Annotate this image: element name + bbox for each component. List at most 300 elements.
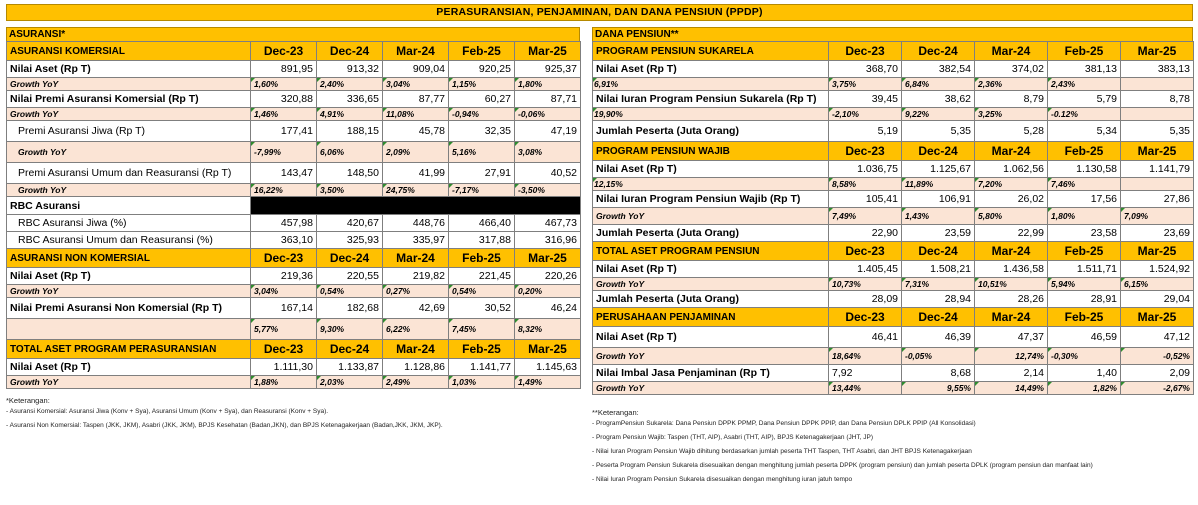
table-cell: 46,24 <box>515 298 581 319</box>
period-header: Mar-25 <box>1121 242 1194 261</box>
table-row <box>7 232 581 249</box>
period-header: Mar-25 <box>515 340 581 359</box>
table-cell: 1,46% <box>251 108 317 121</box>
table-cell: 316,96 <box>515 232 581 249</box>
table-row <box>593 327 1194 348</box>
table-cell: -3,50% <box>515 184 581 197</box>
table-cell: 45,78 <box>383 121 449 142</box>
period-header: Dec-24 <box>317 42 383 61</box>
note-item: - Asuransi Non Komersial: Taspen (JKK, JKM), Asabri (JKK, JKM), BPJS Kesehatan (Badan,JKN), dan BPJS Ketenagakerjaan (Badan,JKK, JKM, JKP). <box>6 422 443 429</box>
table-cell <box>1121 178 1194 191</box>
table-cell: 1.128,86 <box>383 359 449 376</box>
wajib-header: PROGRAM PENSIUN WAJIB <box>593 142 829 161</box>
table-cell: 3,04% <box>383 78 449 91</box>
table-cell: 3,08% <box>515 142 581 163</box>
period-header: Dec-24 <box>902 142 975 161</box>
table-cell: 1,80% <box>1048 208 1121 225</box>
table-cell: 60,27 <box>449 91 515 108</box>
table-cell: 7,31% <box>902 278 975 291</box>
dana-pensiun-notes <box>592 409 1193 490</box>
table-cell: 320,88 <box>251 91 317 108</box>
table-cell: 1.130,58 <box>1048 161 1121 178</box>
table-cell: -7,17% <box>449 184 515 197</box>
table-row <box>7 121 581 142</box>
table-cell: 381,13 <box>1048 61 1121 78</box>
total-pensiun-header: TOTAL ASET PROGRAM PENSIUN <box>593 242 829 261</box>
row-label: Nilai Imbal Jasa Penjaminan (Rp T) <box>593 365 829 382</box>
period-header: Mar-24 <box>383 340 449 359</box>
table-cell: 5,35 <box>1121 121 1194 142</box>
table-cell: 420,67 <box>317 215 383 232</box>
dana-pensiun-section-title: DANA PENSIUN** <box>592 27 1193 41</box>
table-cell: 22,99 <box>975 225 1048 242</box>
row-label: Growth YoY <box>7 184 251 197</box>
period-header: Dec-23 <box>829 142 902 161</box>
table-cell: 3,25% <box>975 108 1048 121</box>
table-cell: 5,80% <box>975 208 1048 225</box>
row-label: Growth YoY <box>593 382 829 395</box>
table-cell: 41,99 <box>383 163 449 184</box>
table-cell: 12,74% <box>975 348 1048 365</box>
row-label: Premi Asuransi Umum dan Reasuransi (Rp T) <box>7 163 251 184</box>
table-cell: 32,35 <box>449 121 515 142</box>
table-cell: -0,30% <box>1048 348 1121 365</box>
table-cell <box>1121 108 1194 121</box>
table-cell: 11,89% <box>902 178 975 191</box>
table-cell: 1.133,87 <box>317 359 383 376</box>
table-cell: 5,35 <box>902 121 975 142</box>
table-cell: 13,44% <box>829 382 902 395</box>
table-row <box>593 291 1194 308</box>
note-item: - Peserta Program Pensiun Sukarela disesuaikan dengan menghitung jumlah peserta DPPK (program pensiun) dan jumlah peserta DPLK (program pensiun dan manfaat lain) <box>592 462 1093 469</box>
table-row <box>593 191 1194 208</box>
growth-row <box>7 108 581 121</box>
table-cell: 1,80% <box>515 78 581 91</box>
table-cell: 2,40% <box>317 78 383 91</box>
table-cell: -7,99% <box>251 142 317 163</box>
table-cell: 8,68 <box>902 365 975 382</box>
row-label: Nilai Premi Asuransi Non Komersial (Rp T) <box>7 298 251 319</box>
table-cell: 12,15% <box>593 178 829 191</box>
table-cell: 2,14 <box>975 365 1048 382</box>
table-cell: 1,03% <box>449 376 515 389</box>
period-header: Mar-24 <box>383 249 449 268</box>
table-cell: 17,56 <box>1048 191 1121 208</box>
table-cell: 5,19 <box>829 121 902 142</box>
table-cell: 10,51% <box>975 278 1048 291</box>
row-label: Nilai Aset (Rp T) <box>7 268 251 285</box>
table-cell: -0,94% <box>449 108 515 121</box>
period-header: Feb-25 <box>1048 242 1121 261</box>
table-cell: 0,27% <box>383 285 449 298</box>
table-cell: 317,88 <box>449 232 515 249</box>
table-cell: 1.125,67 <box>902 161 975 178</box>
table-header-row <box>7 42 581 61</box>
growth-row <box>7 285 581 298</box>
table-cell: 87,77 <box>383 91 449 108</box>
table-cell: 457,98 <box>251 215 317 232</box>
table-cell: 335,97 <box>383 232 449 249</box>
period-header: Dec-24 <box>902 308 975 327</box>
table-cell: 14,49% <box>975 382 1048 395</box>
table-row <box>593 121 1194 142</box>
table-cell: 2,43% <box>1048 78 1121 91</box>
table-cell: -0,06% <box>515 108 581 121</box>
table-row <box>7 359 581 376</box>
table-cell: 9,30% <box>317 319 383 340</box>
table-cell: 22,90 <box>829 225 902 242</box>
row-label: Nilai Premi Asuransi Komersial (Rp T) <box>7 91 251 108</box>
table-cell: 177,41 <box>251 121 317 142</box>
total-perasuransian-header: TOTAL ASET PROGRAM PERASURANSIAN <box>7 340 251 359</box>
table-cell: 42,69 <box>383 298 449 319</box>
table-cell: 24,75% <box>383 184 449 197</box>
row-label: RBC Asuransi Umum dan Reasuransi (%) <box>7 232 251 249</box>
table-cell: 3,75% <box>829 78 902 91</box>
table-header-row <box>593 42 1194 61</box>
table-cell: 8,32% <box>515 319 581 340</box>
period-header: Mar-25 <box>1121 42 1194 61</box>
table-cell: 448,76 <box>383 215 449 232</box>
row-label: Growth YoY <box>593 278 829 291</box>
table-cell: 891,95 <box>251 61 317 78</box>
growth-row <box>593 78 1194 91</box>
table-cell: 143,47 <box>251 163 317 184</box>
table-cell: 28,09 <box>829 291 902 308</box>
table-row <box>593 61 1194 78</box>
table-cell: 11,08% <box>383 108 449 121</box>
table-cell: 8,78 <box>1121 91 1194 108</box>
table-cell: 363,10 <box>251 232 317 249</box>
rbc-header: RBC Asuransi <box>7 197 251 215</box>
table-cell: -2,67% <box>1121 382 1194 395</box>
table-cell: 7,09% <box>1121 208 1194 225</box>
asuransi-table <box>6 41 581 389</box>
table-cell: 1.145,63 <box>515 359 581 376</box>
table-cell: 27,86 <box>1121 191 1194 208</box>
table-cell: 467,73 <box>515 215 581 232</box>
table-cell: 6,22% <box>383 319 449 340</box>
table-cell: 2,49% <box>383 376 449 389</box>
table-cell: 1,60% <box>251 78 317 91</box>
page-title: PERASURANSIAN, PENJAMINAN, DAN DANA PENSIUN (PPDP) <box>6 4 1193 21</box>
table-cell: 382,54 <box>902 61 975 78</box>
row-label <box>7 319 251 340</box>
table-cell: 148,50 <box>317 163 383 184</box>
note-item: - Nilai Iuran Program Pensiun Wajib dihitung berdasarkan jumlah peserta THT Taspen, THT Asabri, dan JHT BPJS Ketenagakerjaan <box>592 448 972 455</box>
period-header: Mar-25 <box>515 42 581 61</box>
table-cell: 28,26 <box>975 291 1048 308</box>
table-cell: 23,69 <box>1121 225 1194 242</box>
table-cell: 1.141,77 <box>449 359 515 376</box>
table-cell: 220,26 <box>515 268 581 285</box>
growth-row <box>593 348 1194 365</box>
period-header: Dec-24 <box>317 340 383 359</box>
table-cell: 5,79 <box>1048 91 1121 108</box>
table-cell: 0,54% <box>449 285 515 298</box>
table-cell: 1.062,56 <box>975 161 1048 178</box>
table-header-row <box>593 242 1194 261</box>
row-label: Nilai Aset (Rp T) <box>7 359 251 376</box>
table-cell: -0.12% <box>1048 108 1121 121</box>
table-cell: 6,84% <box>902 78 975 91</box>
period-header: Mar-25 <box>515 249 581 268</box>
table-cell: 6,15% <box>1121 278 1194 291</box>
table-cell: 1.141,79 <box>1121 161 1194 178</box>
table-header-row <box>7 340 581 359</box>
period-header: Mar-25 <box>1121 142 1194 161</box>
period-header: Feb-25 <box>1048 308 1121 327</box>
sukarela-header: PROGRAM PENSIUN SUKARELA <box>593 42 829 61</box>
table-row <box>7 268 581 285</box>
table-cell: 221,45 <box>449 268 515 285</box>
table-cell: 9,55% <box>902 382 975 395</box>
table-cell: 1.508,21 <box>902 261 975 278</box>
growth-row <box>593 178 1194 191</box>
table-cell: 8,79 <box>975 91 1048 108</box>
table-cell: 925,37 <box>515 61 581 78</box>
table-cell: 7,49% <box>829 208 902 225</box>
table-cell: 4,91% <box>317 108 383 121</box>
asuransi-section <box>6 27 580 389</box>
table-cell: 8,58% <box>829 178 902 191</box>
table-cell: 38,62 <box>902 91 975 108</box>
growth-row <box>7 184 581 197</box>
asuransi-notes <box>6 397 580 436</box>
table-cell: 7,46% <box>1048 178 1121 191</box>
row-label: Nilai Iuran Program Pensiun Sukarela (Rp T) <box>593 91 829 108</box>
row-label: Jumlah Peserta (Juta Orang) <box>593 225 829 242</box>
table-cell: 106,91 <box>902 191 975 208</box>
table-row <box>593 161 1194 178</box>
table-cell: 1,49% <box>515 376 581 389</box>
period-header: Dec-24 <box>902 242 975 261</box>
table-cell: 3,50% <box>317 184 383 197</box>
table-cell: 5,94% <box>1048 278 1121 291</box>
table-cell: 2,09% <box>383 142 449 163</box>
penjaminan-header: PERUSAHAAN PENJAMINAN <box>593 308 829 327</box>
growth-row <box>593 108 1194 121</box>
table-cell: 47,37 <box>975 327 1048 348</box>
row-label: Growth YoY <box>593 208 829 225</box>
table-cell: 368,70 <box>829 61 902 78</box>
growth-row <box>7 78 581 91</box>
note-item: - Asuransi Komersial: Asuransi Jiwa (Konv + Sya), Asuransi Umum (Konv + Sya), dan Reasuransi (Konv + Sya). <box>6 408 329 415</box>
row-label: Growth YoY <box>7 142 251 163</box>
table-cell: 5,16% <box>449 142 515 163</box>
row-label: RBC Asuransi Jiwa (%) <box>7 215 251 232</box>
table-cell: 16,22% <box>251 184 317 197</box>
row-label: Growth YoY <box>7 285 251 298</box>
row-label: Nilai Aset (Rp T) <box>593 61 829 78</box>
period-header: Dec-23 <box>251 340 317 359</box>
growth-row <box>7 319 581 340</box>
row-label: Nilai Aset (Rp T) <box>593 327 829 348</box>
table-cell: 1,15% <box>449 78 515 91</box>
notes-heading: **Keterangan: <box>592 408 639 417</box>
period-header: Dec-24 <box>902 42 975 61</box>
table-cell: -0,05% <box>902 348 975 365</box>
table-cell: 182,68 <box>317 298 383 319</box>
table-row <box>7 91 581 108</box>
table-cell: 1,88% <box>251 376 317 389</box>
table-cell: 9,22% <box>902 108 975 121</box>
table-cell: 1.405,45 <box>829 261 902 278</box>
table-cell: 383,13 <box>1121 61 1194 78</box>
table-cell: 26,02 <box>975 191 1048 208</box>
table-cell <box>1121 78 1194 91</box>
table-cell: 3,04% <box>251 285 317 298</box>
non-komersial-header: ASURANSI NON KOMERSIAL <box>7 249 251 268</box>
table-cell: 0,54% <box>317 285 383 298</box>
table-cell: 47,19 <box>515 121 581 142</box>
table-row <box>593 225 1194 242</box>
asuransi-section-title: ASURANSI* <box>6 27 580 41</box>
table-cell: 47,12 <box>1121 327 1194 348</box>
growth-row <box>593 278 1194 291</box>
table-cell: 87,71 <box>515 91 581 108</box>
period-header: Feb-25 <box>1048 42 1121 61</box>
table-cell: 336,65 <box>317 91 383 108</box>
period-header: Dec-23 <box>251 42 317 61</box>
table-row <box>593 261 1194 278</box>
period-header: Dec-23 <box>251 249 317 268</box>
table-cell: -0,52% <box>1121 348 1194 365</box>
dana-pensiun-section <box>592 27 1193 395</box>
period-header: Mar-24 <box>975 308 1048 327</box>
table-cell: 5,34 <box>1048 121 1121 142</box>
table-cell: 2,09 <box>1121 365 1194 382</box>
table-cell: 23,59 <box>902 225 975 242</box>
row-label: Premi Asuransi Jiwa (Rp T) <box>7 121 251 142</box>
row-label: Growth YoY <box>7 78 251 91</box>
table-row <box>7 215 581 232</box>
table-cell: 2,36% <box>975 78 1048 91</box>
table-cell: 466,40 <box>449 215 515 232</box>
table-cell: 1.524,92 <box>1121 261 1194 278</box>
table-cell: 7,45% <box>449 319 515 340</box>
row-label: Growth YoY <box>593 348 829 365</box>
table-cell: 1,40 <box>1048 365 1121 382</box>
table-cell: 29,04 <box>1121 291 1194 308</box>
note-item: - Program Pensiun Wajib: Taspen (THT, AIP), Asabri (THT, AIP), BPJS Ketenagakerjaan (JHT, JP) <box>592 434 874 441</box>
table-row <box>593 365 1194 382</box>
note-item: - ProgramPensiun Sukarela: Dana Pensiun DPPK PPMP, Dana Pensiun DPPK PPIP, dan Dana Pensiun DPLK PPIP (All Konsolidasi) <box>592 420 976 427</box>
table-cell: 7,20% <box>975 178 1048 191</box>
table-cell: 1.111,30 <box>251 359 317 376</box>
komersial-header: ASURANSI KOMERSIAL <box>7 42 251 61</box>
table-cell: 46,59 <box>1048 327 1121 348</box>
table-row <box>7 298 581 319</box>
table-header-row <box>593 142 1194 161</box>
row-label: Nilai Aset (Rp T) <box>593 161 829 178</box>
period-header: Dec-24 <box>317 249 383 268</box>
table-cell: 23,58 <box>1048 225 1121 242</box>
table-header-row <box>7 249 581 268</box>
table-cell: 1.511,71 <box>1048 261 1121 278</box>
table-cell: 188,15 <box>317 121 383 142</box>
period-header: Mar-24 <box>975 142 1048 161</box>
table-cell: 920,25 <box>449 61 515 78</box>
row-label: Nilai Aset (Rp T) <box>7 61 251 78</box>
period-header: Feb-25 <box>449 340 515 359</box>
table-cell: 6,91% <box>593 78 829 91</box>
table-cell: 1,43% <box>902 208 975 225</box>
period-header: Feb-25 <box>1048 142 1121 161</box>
table-cell: 39,45 <box>829 91 902 108</box>
period-header: Mar-24 <box>383 42 449 61</box>
table-cell: 1,82% <box>1048 382 1121 395</box>
table-cell: 325,93 <box>317 232 383 249</box>
growth-row <box>7 376 581 389</box>
period-header: Dec-23 <box>829 308 902 327</box>
table-cell: 5,77% <box>251 319 317 340</box>
row-label: Jumlah Peserta (Juta Orang) <box>593 121 829 142</box>
period-header: Feb-25 <box>449 249 515 268</box>
table-cell: 1.436,58 <box>975 261 1048 278</box>
table-row <box>7 163 581 184</box>
table-cell: 219,36 <box>251 268 317 285</box>
table-cell: 913,32 <box>317 61 383 78</box>
table-cell: 27,91 <box>449 163 515 184</box>
table-cell: 167,14 <box>251 298 317 319</box>
table-row <box>7 61 581 78</box>
row-label: Nilai Aset (Rp T) <box>593 261 829 278</box>
growth-row <box>593 208 1194 225</box>
table-cell: 18,64% <box>829 348 902 365</box>
table-header-row <box>593 308 1194 327</box>
row-label: Growth YoY <box>7 108 251 121</box>
table-cell: 220,55 <box>317 268 383 285</box>
table-cell: 6,06% <box>317 142 383 163</box>
rbc-header-row <box>7 197 581 215</box>
table-cell: 46,39 <box>902 327 975 348</box>
row-label: Growth YoY <box>7 376 251 389</box>
table-cell: 28,91 <box>1048 291 1121 308</box>
table-cell: 28,94 <box>902 291 975 308</box>
period-header: Mar-25 <box>1121 308 1194 327</box>
period-header: Mar-24 <box>975 42 1048 61</box>
table-cell: -2,10% <box>829 108 902 121</box>
dana-pensiun-table <box>592 41 1194 395</box>
table-row <box>593 91 1194 108</box>
table-cell: 219,82 <box>383 268 449 285</box>
table-cell: 374,02 <box>975 61 1048 78</box>
period-header: Dec-23 <box>829 242 902 261</box>
table-cell: 40,52 <box>515 163 581 184</box>
row-label: Nilai Iuran Program Pensiun Wajib (Rp T) <box>593 191 829 208</box>
growth-row <box>593 382 1194 395</box>
table-cell: 2,03% <box>317 376 383 389</box>
table-cell: 46,41 <box>829 327 902 348</box>
notes-heading: *Keterangan: <box>6 396 50 405</box>
growth-row <box>7 142 581 163</box>
table-cell: 105,41 <box>829 191 902 208</box>
table-cell: 1.036,75 <box>829 161 902 178</box>
period-header: Dec-23 <box>829 42 902 61</box>
table-cell: 0,20% <box>515 285 581 298</box>
table-cell: 30,52 <box>449 298 515 319</box>
table-cell: 7,92 <box>829 365 902 382</box>
period-header: Feb-25 <box>449 42 515 61</box>
rbc-header-fill <box>251 197 581 215</box>
table-cell: 19,90% <box>593 108 829 121</box>
table-cell: 10,73% <box>829 278 902 291</box>
table-cell: 909,04 <box>383 61 449 78</box>
table-cell: 5,28 <box>975 121 1048 142</box>
period-header: Mar-24 <box>975 242 1048 261</box>
row-label: Jumlah Peserta (Juta Orang) <box>593 291 829 308</box>
